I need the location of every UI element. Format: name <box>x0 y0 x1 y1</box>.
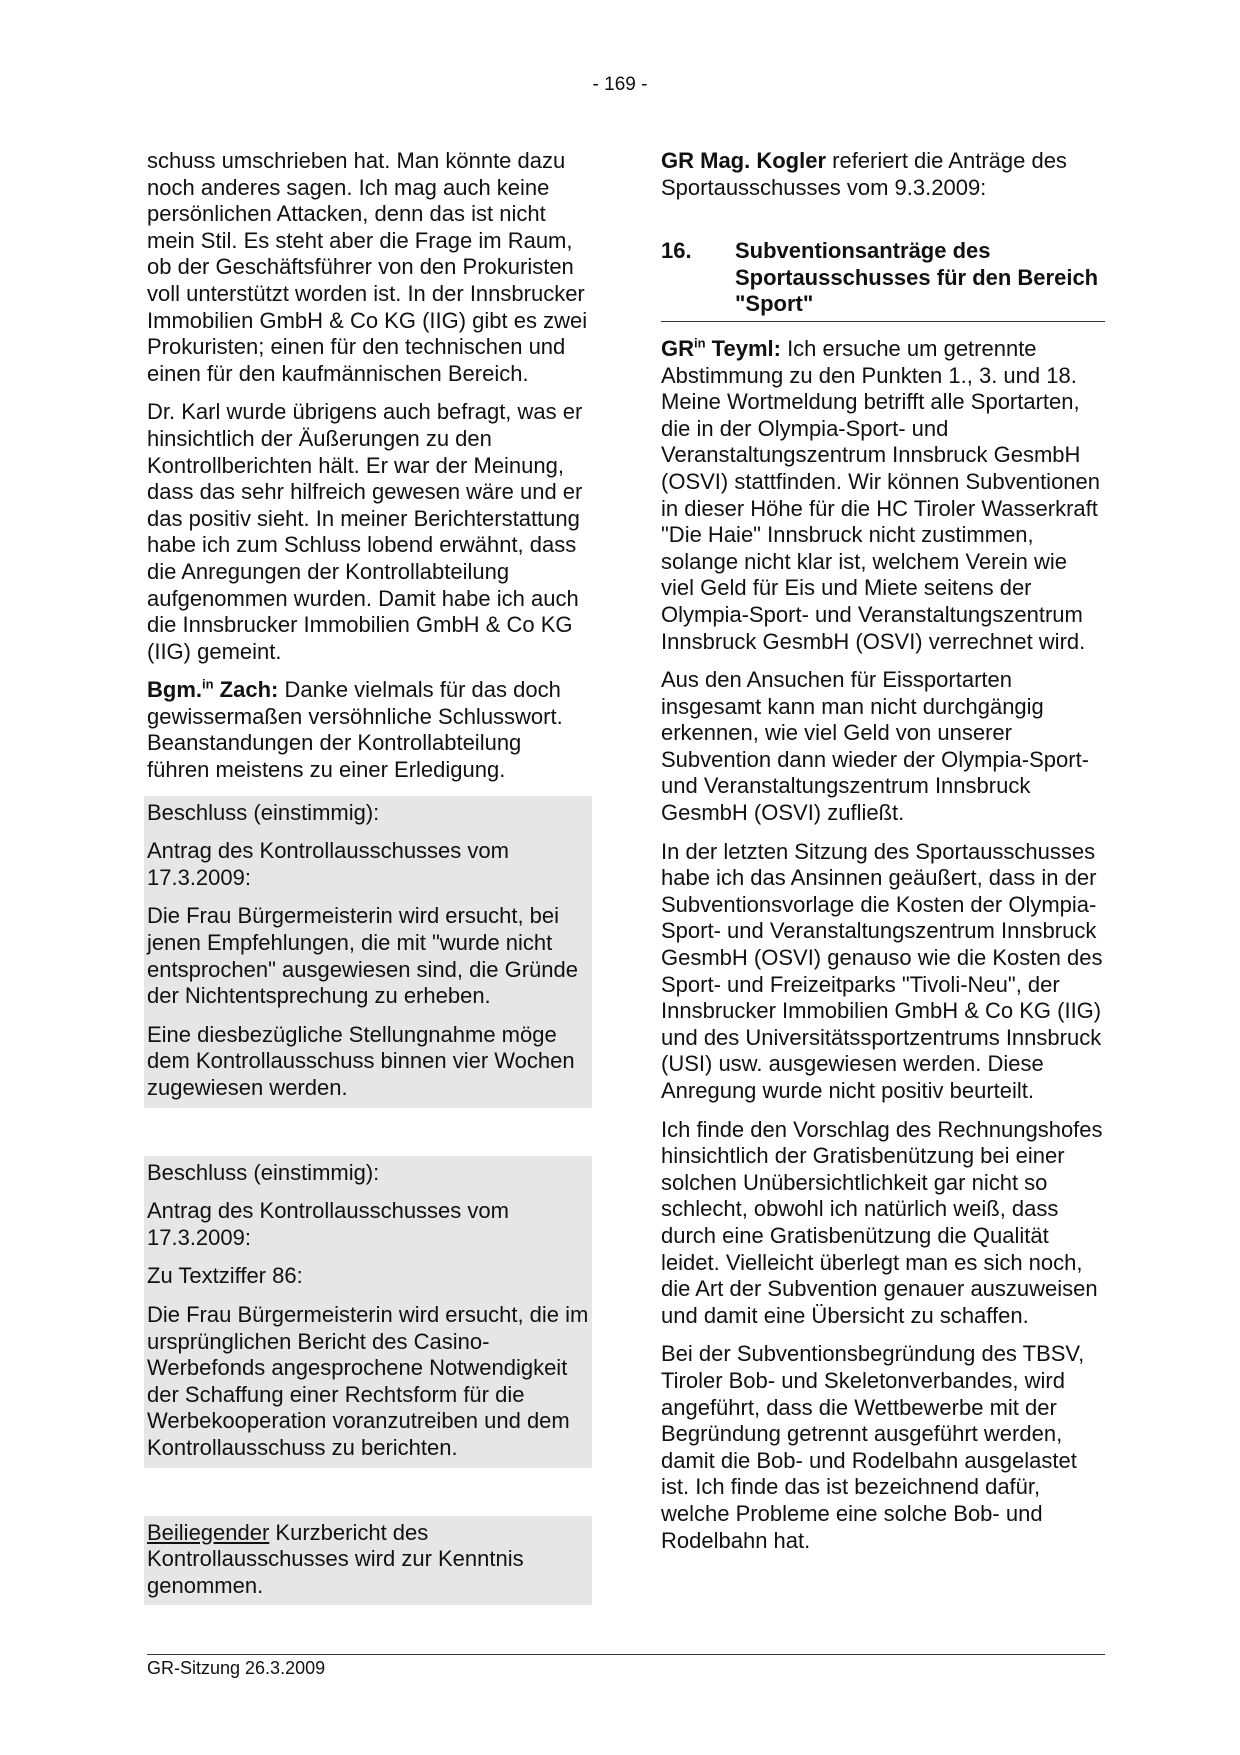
speech-text: Danke vielmals für das doch gewissermaßen versöhnliche Schlusswort. Beanstandungen der Kontrollabteilung führen meistens zu einer Erledigung. <box>147 677 563 783</box>
resolution-text: Die Frau Bürgermeisterin wird ersucht, die im ursprünglichen Bericht des Casino-Werbefonds angesprochene Notwendigkeit der Schaffung einer Rechtsform für die Werbekooperation voranzutreiben und dem Kontrollausschuss zu berichten. <box>147 1301 589 1460</box>
paragraph: In der letzten Sitzung des Sportausschusses habe ich das Ansinnen geäußert, dass in der Subventionsvorlage die Kosten der Olympia-Sport- und Veranstaltungszentrum Innsbruck GesmbH (OSVI) genauso wie die Kosten des Sport- und Freizeitparks "Tivoli-Neu", der Innsbrucker Immobilien GmbH & Co KG (IIG) und des Universitätssportzentrums Innsbruck (USI) usw. ausgewiesen werden. Diese Anregung wurde nicht positiv beurteilt. <box>661 838 1103 1103</box>
resolution-text: Eine diesbezügliche Stellungnahme möge dem Kontrollausschuss binnen vier Wochen zugewiesen werden. <box>147 1021 575 1100</box>
page-number: - 169 - <box>592 74 648 95</box>
agenda-item-heading <box>661 238 1105 322</box>
resolution-text: Die Frau Bürgermeisterin wird ersucht, bei jenen Empfehlungen, die mit "wurde nicht entsprochen" ausgewiesen sind, die Gründe der Nichtentsprechung zu erheben. <box>147 903 578 1009</box>
footer-divider <box>147 1654 1105 1655</box>
resolution-box <box>144 796 592 1108</box>
footer-session-label: GR-Sitzung 26.3.2009 <box>147 1658 326 1678</box>
motion-line: Antrag des Kontrollausschusses vom 17.3.2009: <box>147 1198 509 1250</box>
speaker-name: GR Mag. Kogler <box>661 148 827 173</box>
paragraph: Dr. Karl wurde übrigens auch befragt, was er hinsichtlich der Äußerungen zu den Kontrollberichten hält. Er war der Meinung, dass das sehr hilfreich gewesen wäre und er das positiv sieht. In meiner Berichterstattung habe ich zum Schluss lobend erwähnt, dass die Anregungen der Kontrollabteilung aufgenommen wurden. Damit habe ich auch die Innsbrucker Immobilien GmbH & Co KG (IIG) gemeint. <box>147 399 583 664</box>
agenda-item-number: 16. <box>661 238 692 264</box>
spacer <box>147 1108 589 1156</box>
spacer <box>147 1468 589 1516</box>
speaker-name: GR <box>661 335 694 361</box>
resolution-box <box>144 1156 592 1468</box>
speech-paragraph <box>147 677 589 783</box>
paragraph: Ich finde den Vorschlag des Rechnungshofes hinsichtlich der Gratisbenützung bei einer solchen Unübersichtlichkeit gar nicht so schlecht, obwohl ich natürlich weiß, dass durch eine Gratisbenützung die Qualität leidet. Vielleicht überlegt man es sich noch, die Art der Subvention genauer auszuweisen und damit eine Übersicht zu schaffen. <box>661 1116 1103 1328</box>
underlined-word: Beiliegender <box>147 1519 270 1545</box>
agenda-item-title: Subventionsanträge des Sportausschusses für den Bereich "Sport" <box>735 238 1099 317</box>
text-ziffer-line: Zu Textziffer 86: <box>147 1263 303 1289</box>
speaker-name: Bgm. <box>147 677 202 703</box>
resolution-text <box>147 1520 589 1606</box>
resolution-title: Beschluss (einstimmig): <box>147 799 380 825</box>
paragraph: Bei der Subventionsbegründung des TBSV, Tiroler Bob- und Skeletonverbandes, wird angeführt, dass die Wettbewerbe mit der Begründung getrennt ausgeführt werden, damit die Bob- und Rodelbahn ausgelastet ist. Ich finde das ist bezeichnend dafür, welche Probleme eine solche Bob- und Rodelbahn hat. <box>661 1341 1085 1553</box>
left-column <box>147 148 589 1605</box>
speaker-name-suffix: Teyml: <box>705 335 781 361</box>
speech-text: Ich ersuche um getrennte Abstimmung zu den Punkten 1., 3. und 18. Meine Wortmeldung betrifft alle Sportarten, die in der Olympia-Sport- und Veranstaltungszentrum Innsbruck GesmbH (OSVI) stattfinden. Wir können Subventionen in dieser Höhe für die HC Tiroler Wasserkraft "Die Haie" Innsbruck nicht zustimmen, solange nicht klar ist, welchem Verein wie viel Geld für Eis und Miete seitens der Olympia-Sport- und Veranstaltungszentrum Innsbruck GesmbH (OSVI) verrechnet wird. <box>661 335 1101 654</box>
speaker-superscript: in <box>202 676 214 692</box>
speech-paragraph <box>661 336 1105 655</box>
speaker-name-suffix: Zach: <box>213 677 279 703</box>
speaker-superscript: in <box>694 335 706 351</box>
intro-text: referiert die Anträge des Sportausschusses vom 9.3.2009: <box>661 148 1067 200</box>
right-column <box>661 148 1105 1566</box>
resolution-text-rest: Kurzbericht des Kontrollausschusses wird zur Kenntnis genommen. <box>147 1519 524 1598</box>
paragraph: schuss umschrieben hat. Man könnte dazu noch anderes sagen. Ich mag auch keine persönlichen Attacken, denn das ist nicht mein Stil. Es steht aber die Frage im Raum, ob der Geschäftsführer von den Prokuristen voll unterstützt worden ist. In der Innsbrucker Immobilien GmbH & Co KG (IIG) gibt es zwei Prokuristen; einen für den technischen und einen für den kaufmännischen Bereich. <box>147 148 588 386</box>
intro-paragraph <box>661 148 1105 201</box>
motion-line: Antrag des Kontrollausschusses vom 17.3.2009: <box>147 838 509 890</box>
paragraph: Aus den Ansuchen für Eissportarten insgesamt kann man nicht durchgängig erkennen, wie viel Geld von unserer Subvention dann wieder der Olympia-Sport- und Veranstaltungszentrum Innsbruck GesmbH (OSVI) zufließt. <box>661 667 1090 826</box>
resolution-title: Beschluss (einstimmig): <box>147 1159 380 1185</box>
resolution-box <box>144 1516 592 1606</box>
